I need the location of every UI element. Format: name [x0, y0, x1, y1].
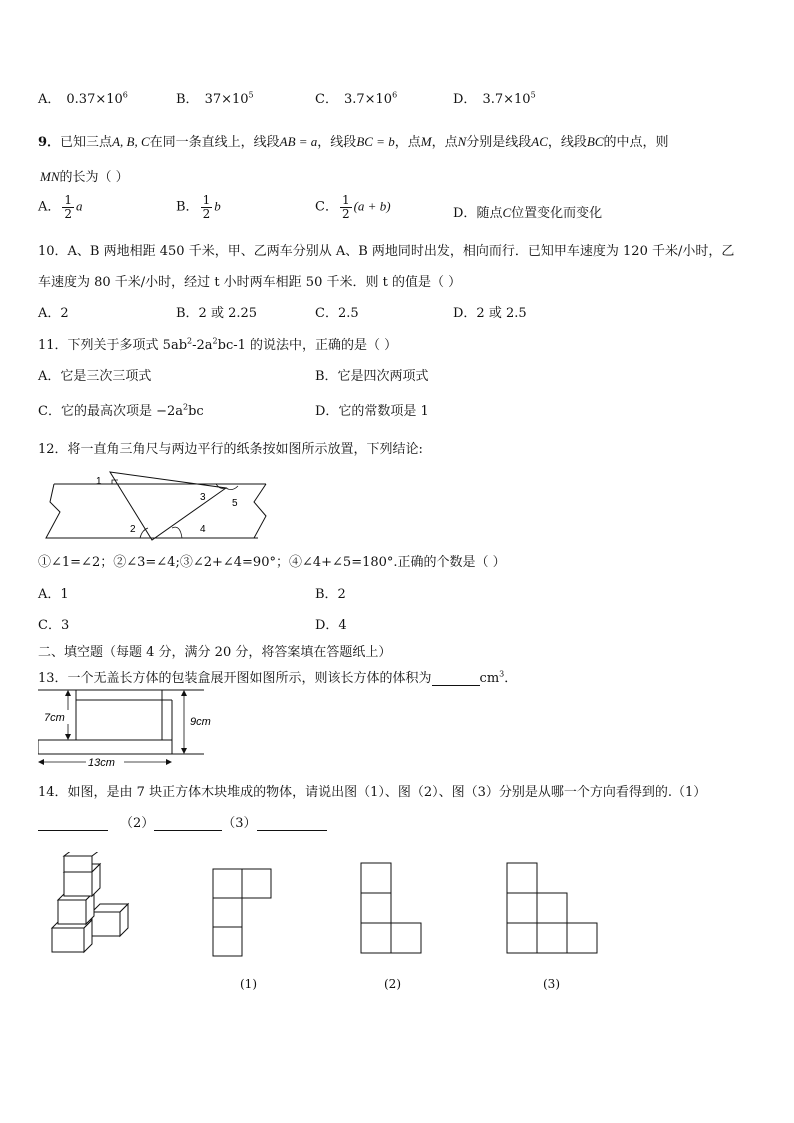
q11-option-d[interactable]: D．它的常数项是 1	[315, 404, 429, 419]
q9-option-d[interactable]: D．随点C位置变化而变化	[453, 205, 603, 221]
q14-view-1	[212, 868, 274, 960]
q10-option-b[interactable]: B．2 或 2.25	[176, 306, 258, 321]
q9-option-a[interactable]: A． $\frac{1}{2}$ a	[38, 193, 83, 221]
q13-answer-blank[interactable]	[432, 670, 480, 686]
q9-stem-line1: 9．已知三点A, B, C在同一条直线上，线段AB = a，线段BC = b，点M，点N分别是线段AC，线段BC的中点，则	[38, 134, 669, 150]
q9-stem-line2: MN的长为（ ）	[40, 169, 129, 185]
angle-label-1: 1	[96, 476, 102, 487]
angle-label-5: 5	[232, 498, 238, 509]
q8-option-b[interactable]: B． $37\times 10^5$	[176, 90, 254, 107]
q14-caption-1: (1)	[240, 977, 257, 991]
q8-option-a[interactable]: A． $0.37\times 10^6$	[38, 90, 128, 107]
q12-conclusions: ①∠1=∠2；②∠3=∠4;③∠2+∠4=90°；④∠4+∠5=180°.正确的个数是（ ）	[38, 555, 506, 570]
fraction: $\frac{1}{2}$	[341, 193, 350, 221]
angle-5-arc	[226, 486, 238, 490]
q14-caption-2: (2)	[384, 977, 401, 991]
q9-option-b[interactable]: B． $\frac{1}{2}$ b	[176, 193, 221, 221]
angle-label-4: 4	[200, 524, 206, 535]
dim-label-13cm: 13cm	[88, 757, 115, 768]
q14-view-2	[360, 862, 424, 954]
q14-answer-line: （2） （3）	[38, 812, 327, 831]
q13-box-net-figure	[38, 686, 218, 768]
q11-option-b[interactable]: B．它是四次两项式	[315, 369, 429, 384]
q14-stem: 14．如图，是由 7 块正方体木块堆成的物体，请说出图（1）、图（2）、图（3）分别是从哪一个方向看得到的.（1）	[38, 785, 707, 800]
strip-right-jagged	[254, 484, 266, 538]
q11-stem: 11．下列关于多项式 $5ab^2-2a^2bc-1$ 的说法中，正确的是（ ）	[38, 336, 398, 353]
q10-option-c[interactable]: C．2.5	[315, 306, 359, 321]
q10-stem-line2: 车速度为 80 千米/小时，经过 t 小时两车相距 50 千米．则 t 的值是（ ）	[38, 275, 462, 290]
section-heading-fill-in: 二、填空题（每题 4 分，满分 20 分，将答案填在答题纸上）	[38, 645, 392, 660]
q12-option-b[interactable]: B．2	[315, 587, 346, 602]
q14-answer-blank-3[interactable]	[257, 815, 327, 831]
triangle	[110, 472, 226, 540]
q10-option-d[interactable]: D．2 或 2.5	[453, 306, 527, 321]
q8-option-c[interactable]: C． $3.7\times 10^6$	[315, 90, 398, 107]
angle-label-2: 2	[130, 524, 136, 535]
q10-option-a[interactable]: A．2	[38, 306, 69, 321]
q14-answer-blank-1[interactable]	[38, 815, 108, 831]
q14-cube-stack-figure	[44, 852, 136, 958]
q10-stem-line1: 10．A、B 两地相距 450 千米，甲、乙两车分别从 A、B 两地同时出发，相向而行．已知甲车速度为 120 千米/小时，乙	[38, 244, 735, 259]
q11-option-c[interactable]: C．它的最高次项是 $-2a^2bc$	[38, 402, 204, 419]
fraction: $\frac{1}{2}$	[64, 193, 73, 221]
fraction: $\frac{1}{2}$	[202, 193, 211, 221]
q14-caption-3: (3)	[543, 977, 560, 991]
net-base-rect	[76, 700, 162, 740]
q14-answer-blank-2[interactable]	[154, 815, 222, 831]
dim-label-9cm: 9cm	[190, 716, 211, 728]
q12-option-c[interactable]: C．3	[38, 618, 70, 633]
dim-label-7cm: 7cm	[44, 712, 65, 724]
q12-option-a[interactable]: A．1	[38, 587, 69, 602]
q12-stem: 12．将一直角三角尺与两边平行的纸条按如图所示放置，下列结论:	[38, 442, 423, 457]
q11-option-a[interactable]: A．它是三次三项式	[38, 369, 152, 384]
q12-triangle-ruler-figure	[40, 462, 272, 542]
q13-stem: 13．一个无盖长方体的包装盒展开图如图所示，则该长方体的体积为 $cm^3$．	[38, 669, 518, 686]
q14-view-3	[506, 862, 600, 954]
strip-left-jagged	[46, 484, 60, 538]
q12-option-d[interactable]: D．4	[315, 618, 347, 633]
angle-4-arc	[172, 527, 182, 538]
q8-option-d[interactable]: D． $3.7\times 10^5$	[453, 90, 536, 107]
q9-option-c[interactable]: C． $\frac{1}{2}$ (a + b)	[315, 193, 391, 221]
angle-2-arc	[140, 528, 148, 538]
angle-label-3: 3	[200, 492, 206, 503]
